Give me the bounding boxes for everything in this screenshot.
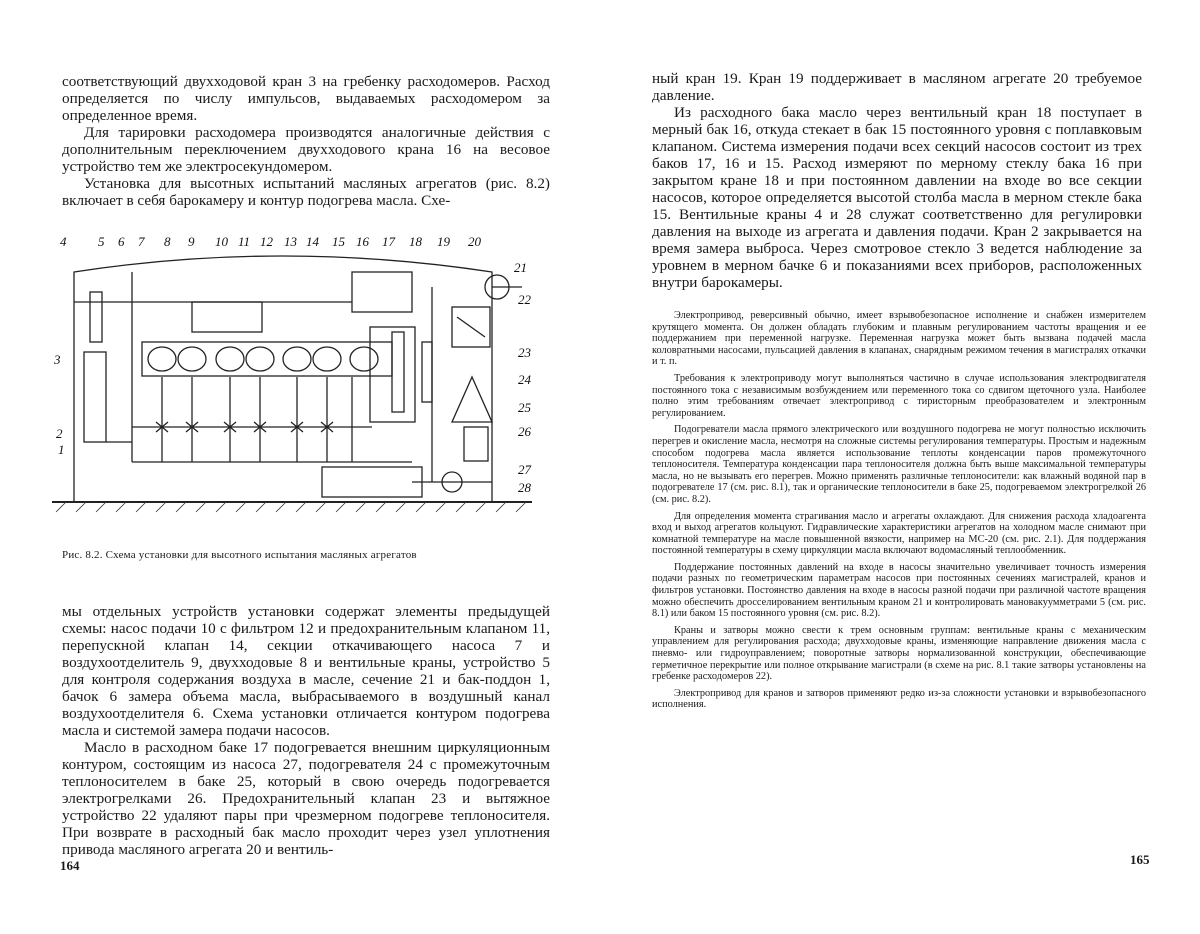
- fig-label: 8: [164, 234, 171, 249]
- paragraph: Краны и затворы можно свести к трем основным группам: вентильные краны с механическим управлением для регулирования расхода; двухходовые краны, изменяющие направление движения масла с пневмо- или гидроуправлением; поворотные затворы нормализованной конструкции, обеспечивающие герметичное перекрытие или полное открывание магистрали (в схеме на рис. 8.1 такие затворы установлены на гребенке расходомеров 22).: [652, 624, 1146, 683]
- fig-label: 19: [437, 234, 450, 249]
- fig-label: 18: [409, 234, 422, 249]
- paragraph: Электропривод для кранов и затворов применяют редко из-за сложности установки и взрывобезопасного исполнения.: [652, 687, 1146, 711]
- paragraph: ный кран 19. Кран 19 поддерживает в масляном агрегате 20 требуемое давление.: [652, 70, 1142, 104]
- paragraph: Для тарировки расходомера производятся аналогичные действия с дополнительным переключением двухходового крана 16 на весовое устройство тем же электросекундомером.: [62, 124, 550, 175]
- fig-label: 27: [518, 462, 531, 477]
- floor-hatching: [56, 502, 526, 512]
- fig-label: 20: [468, 234, 481, 249]
- fig-label: 24: [518, 372, 531, 387]
- fig-label: 28: [518, 480, 531, 495]
- paragraph: Подогреватели масла прямого электрического или воздушного подогрева не могут полностью исключить перегрев и окисление масла, несмотря на сложные системы регулирования температуры. Простым и надежным способом подогрева масла является использование теплоты конденсации паров промежуточного теплоносителя. Температура конденсации пара теплоносителя должна быть выше максимальной температуры масла, но не вызывать его перегрев. Можно применять различные теплоносители: как влажный водяной пар в подогревателе 17 (см. рис. 8.1), так и органические теплоносители в баке 25, подогреваемом электрогрелкой 26 (см. рис. 8.2).: [652, 424, 1146, 505]
- paragraph: соответствующий двухходовой кран 3 на гребенку расходомеров. Расход определяется по числу импульсов, выдаваемых расходомером за определенное время.: [62, 73, 550, 124]
- fig-label: 26: [518, 424, 531, 439]
- paragraph: Для определения момента страгивания масло и агрегаты охлаждают. Для снижения расхода хладоагента вход и выход агрегатов кольцуют. Гидравлические характеристики агрегатов на холодном масле снимают при комнатной температуре на масле повышенной вязкости, например на МС-20 (см. рис. 2.1). Для поддержания постоянной температуры в схему циркуляции масла включают водомасляный теплообменник.: [652, 510, 1146, 557]
- right-page: [600, 0, 1200, 934]
- fig-label: 14: [306, 234, 319, 249]
- right-text-small: [652, 310, 1146, 716]
- fig-label: 2: [56, 426, 63, 441]
- fig-label: 11: [238, 234, 251, 249]
- fig-label: 16: [356, 234, 369, 249]
- paragraph: Поддержание постоянных давлений на входе в насосы значительно увеличивает точность измерения подачи разных по геометрическим параметрам насосов при постоянных сечениях магистралей, кранов и фильтров установки. Постоянство давления на входе в насосы разной подачи при различной частоте вращения можно обеспечить дросселированием вентильным краном 21 и контролировать мановакуумметрами 5 (см. рис. 8.1) или баком 15 постоянного уровня (см. рис. 8.2).: [652, 561, 1146, 620]
- fig-label: 5: [98, 234, 105, 249]
- left-text-bottom: [62, 603, 550, 858]
- flowmeter-row: [148, 347, 378, 371]
- fig-label: 12: [260, 234, 273, 249]
- paragraph: мы отдельных устройств установки содержат элементы предыдущей схемы: насос подачи 10 с фильтром 12 и предохранительным клапаном 11, перепускной клапан 14, секции откачивающего насоса 7 и воздухоотделитель 9, двухходовые 8 и вентильные краны, устройство 5 для контроля содержания воздуха в масле, сечение 21 и бак-поддон 1, бачок 6 замера объема масла, выбрасываемого в воздушный канал воздухоотделителя 6. Схема установки отличается контуром подогрева масла и системой замера подачи насосов.: [62, 603, 550, 739]
- fig-label: 15: [332, 234, 345, 249]
- fig-label: 25: [518, 400, 531, 415]
- figure-caption: Рис. 8.2. Схема установки для высотного испытания масляных агрегатов: [62, 549, 417, 561]
- paragraph: Установка для высотных испытаний масляных агрегатов (рис. 8.2) включает в себя барокамеру и контур подогрева масла. Схе-: [62, 175, 550, 209]
- right-text-top: [652, 70, 1142, 291]
- fig-label: 17: [382, 234, 395, 249]
- paragraph: Требования к электроприводу могут выполняться частично в случае использования электродвигателя постоянного тока с независимым возбуждением или переменного тока со сдвигом щеточного узла. Наиболее полно этим требованиям отвечает электропривод с тиристорным преобразователем и электронным регулированием.: [652, 372, 1146, 419]
- fig-label: 22: [518, 292, 531, 307]
- installation-diagram: [52, 232, 542, 522]
- fig-label: 6: [118, 234, 125, 249]
- fig-label: 1: [58, 442, 65, 457]
- fig-label: 10: [215, 234, 228, 249]
- fig-label: 21: [514, 260, 527, 275]
- paragraph: Масло в расходном баке 17 подогревается внешним циркуляционным контуром, состоящим из насоса 27, подогревателя 24 с промежуточным теплоносителем в баке 25, который в свою очередь подогревается электрогрелками 26. Предохранительный клапан 23 и вытяжное устройство 22 удаляют пары при чрезмерном подогреве теплоносителя. При возврате в расходный бак масло проходит через узел уплотнения привода масляного агрегата 20 и вентиль-: [62, 739, 550, 858]
- fig-label: 7: [138, 234, 145, 249]
- paragraph: Электропривод, реверсивный обычно, имеет взрывобезопасное исполнение и снабжен измерителем крутящего момента. Он должен обладать глубоким и плавным регулированием частоты вращения и ее поддержанием при переменной нагрузке. Переменная нагрузка может быть вызвана подачей масла коловратными насосами, пульсацией давления в клапанах, снарядным режимом течения в магистралях откачки и т. п.: [652, 310, 1146, 368]
- fig-label: 13: [284, 234, 297, 249]
- page-number: 164: [60, 858, 80, 873]
- barochamber-outline: [74, 256, 492, 502]
- left-text-top: [62, 73, 550, 209]
- fig-label: 4: [60, 234, 67, 249]
- fig-label: 3: [54, 352, 61, 367]
- page-number: 165: [1130, 852, 1150, 867]
- fig-label: 23: [518, 345, 531, 360]
- paragraph: Из расходного бака масло через вентильный кран 18 поступает в мерный бак 16, откуда стекает в бак 15 постоянного уровня с поплавковым клапаном. Система измерения подачи всех секций насосов состоит из трех баков 17, 16 и 15. Расход измеряют по мерному стеклу бака 16 при закрытом кране 18 и при постоянном давлении на входе во все секции насосов, которое определяется высотой столба масла в мерном стекле бака 15. Вентильные краны 4 и 28 служат соответственно для регулировки давления на выходе из агрегата и давления подачи. Кран 2 закрывается на время замера выброса. Через смотровое стекло 3 ведется наблюдение за уровнем в мерном бачке 6 и показаниями всех приборов, расположенных внутри барокамеры.: [652, 104, 1142, 291]
- fig-label: 9: [188, 234, 195, 249]
